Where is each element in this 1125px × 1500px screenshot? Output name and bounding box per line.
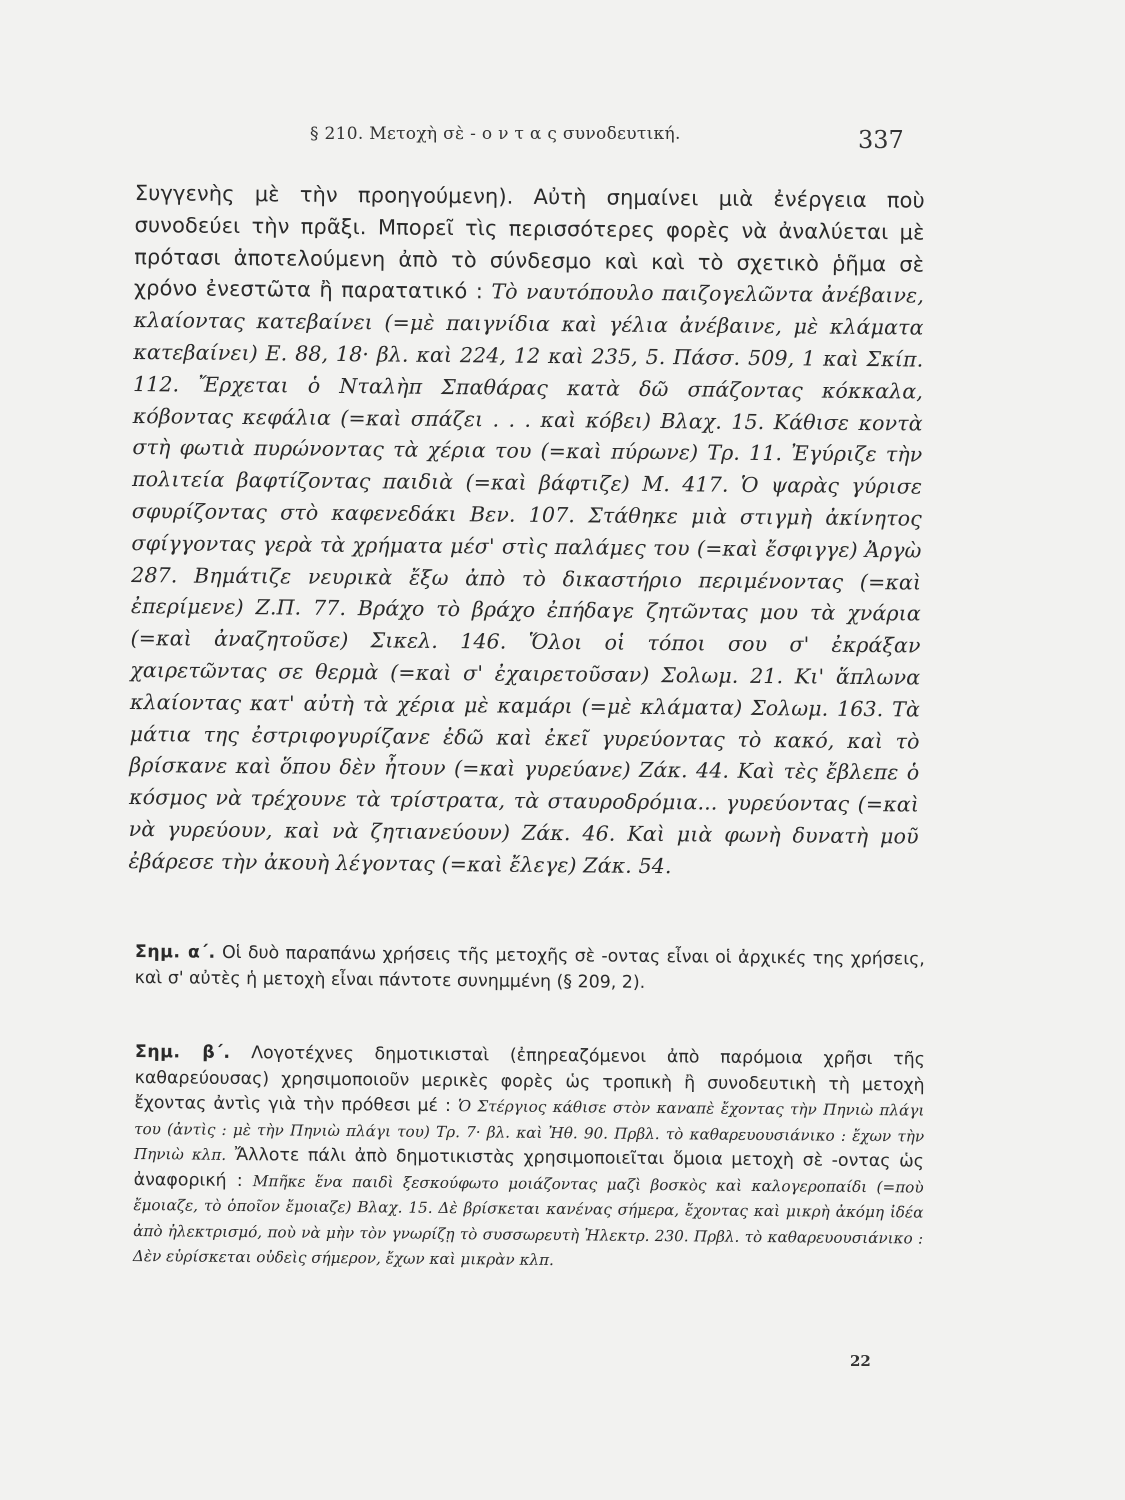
- body-paragraph: [128, 178, 925, 885]
- note-a-label: Σημ. α΄.: [134, 941, 216, 963]
- running-header: § 210. Μετοχὴ σὲ - ο ν τ α ς συνοδευτική.: [310, 124, 681, 144]
- note-b-example-2: Μπῆκε ἕνα παιδὶ ξεσκούφωτο μοιάζοντας μαζὶ βοσκὸς καὶ καλογεροπαίδι (=ποὺ ἔμοιαζε, τὸ ὁποῖον ἔμοιαζε) Βλαχ. 15. Δὲ βρίσκεται κανένας σήμερα, ἔχοντας καὶ μικρὴ ἀκόμη ἰδέα ἀπὸ ἠλεκτρισμό, ποὺ νὰ μὴν τὸν γνωρίζῃ τὸ συσσωρευτὴ Ἠλεκτρ. 230. Πρβλ. τὸ καθαρευουσιάνικο : Δὲν εὑρίσκεται οὐδεὶς σήμερον, ἔχων καὶ μικρὰν κλπ.: [132, 1171, 924, 1270]
- note-a: [135, 940, 925, 999]
- examples-text: Τὸ ναυτόπουλο παιζογελῶντα ἀνέβαινε, κλαίοντας κατεβαίνει (=μὲ παιγνίδια καὶ γέλια ἀνέβαινε, μὲ κλάματα κατεβαίνει) Ε. 88, 18· βλ. καὶ 224, 12 καὶ 235, 5. Πάσσ. 509, 1 καὶ Σκίπ. 112. Ἔρχεται ὁ Νταλὴπ Σπαθάρας κατὰ δῶ σπάζοντας κόκκαλα, κόβοντας κεφάλια (=καὶ σπάζει . . . καὶ κόβει) Βλαχ. 15. Κάθισε κοντὰ στὴ φωτιὰ πυρώνοντας τὰ χέρια του (=καὶ πύρωνε) Τρ. 11. Ἐγύριζε τὴν πολιτεία βαφτίζοντας παιδιὰ (=καὶ βάφτιζε) Μ. 417. Ὁ ψαρὰς γύρισε σφυρίζοντας στὸ καφενεδάκι Βεν. 107. Στάθηκε μιὰ στιγμὴ ἀκίνητος σφίγγοντας γερὰ τὰ χρήματα μέσ' στὶς παλάμες του (=καὶ ἔσφιγγε) Ἀργὼ 287. Βημάτιζε νευρικὰ ἔξω ἀπὸ τὸ δικαστήριο περιμένοντας (=καὶ ἐπερίμενε) Ζ.Π. 77. Βράχο τὸ βράχο ἐπήδαγε ζητῶντας μου τὰ χνάρια (=καὶ ἀναζητοῦσε) Σικελ. 146. Ὅλοι οἱ τόποι σου σ' ἐκράξαν χαιρετῶντας σε θερμὰ (=καὶ σ' ἐχαιρετοῦσαν) Σολωμ. 21. Κι' ἅπλωνα κλαίοντας κατ' αὐτὴ τὰ χέρια μὲ καμάρι (=μὲ κλάματα) Σολωμ. 163. Τὰ μάτια της ἐστριφογυρίζανε ἐδῶ καὶ ἐκεῖ γυρεύοντας τὸ κακό, καὶ τὸ βρίσκανε καὶ ὅπου δὲν ἦτουν (=καὶ γυρεύανε) Ζάκ. 44. Καὶ τὲς ἔβλεπε ὁ κόσμος νὰ τρέχουνε τὰ τρίστρατα, τὰ σταυροδρόμια... γυρεύοντας (=καὶ νὰ γυρεύουν, καὶ νὰ ζητιανεύουν) Ζάκ. 46. Καὶ μιὰ φωνὴ δυνατὴ μοῦ ἐβάρεσε τὴν ἀκουὴ λέγοντας (=καὶ ἔλεγε) Ζάκ. 54.: [128, 279, 925, 878]
- note-b-example-1: Ὁ Στέργιος κάθισε στὸν καναπὲ ἔχοντας τὴν Πηνιὼ πλάγι του (ἀντὶς : μὲ τὴν Πηνιὼ πλάγι του) Τρ. 7· βλ. καὶ Ἠθ. 90. Πρβλ. τὸ καθαρευουσιάνικο : ἔχων τὴν Πηνιὼ κλπ.: [133, 1097, 925, 1164]
- page-number: 337: [858, 126, 904, 154]
- note-b-label: Σημ. β΄.: [134, 1041, 231, 1063]
- note-b-text-2: Ἄλλοτε πάλι ἀπὸ δημοτικιστὰς χρησιμοποιεῖται ὅμοια μετοχὴ σὲ -οντας ὡς ἀναφορική :: [133, 1144, 924, 1191]
- signature-number: 22: [850, 1352, 871, 1370]
- note-b-text: Λογοτέχνες δημοτικισταὶ (ἐπηρεαζόμενοι ἀπὸ παρόμοια χρῆσι τῆς καθαρεύουσας) χρησιμοποιοῦν μερικὲς φορὲς ὡς τροπικὴ ἢ συνοδευτικὴ τὴ μετοχὴ ἔχοντας ἀντὶς γιὰ τὴν πρόθεσι μέ :: [134, 1043, 925, 1117]
- main-text: [128, 178, 925, 885]
- note-a-text: Οἱ δυὸ παραπάνω χρήσεις τῆς μετοχῆς σὲ -οντας εἶναι οἱ ἀρχικές της χρήσεις, καὶ σ' αὐτὲς ἡ μετοχὴ εἶναι πάντοτε συνημμένη (§ 209, 2).: [134, 942, 925, 993]
- intro-text: Συγγενὴς μὲ τὴν προηγούμενη). Αὐτὴ σημαίνει μιὰ ἐνέργεια ποὺ συνοδεύει τὴν πρᾶξι. Μπορεῖ τὶς περισσότερες φορὲς νὰ ἀναλύεται μὲ πρότασι ἀποτελούμενη ἀπὸ τὸ σύνδεσμο καὶ καὶ τὸ σχετικὸ ῥῆμα σὲ χρόνο ἐνεστῶτα ἢ παρατατικό :: [133, 180, 925, 304]
- note-b: [133, 1040, 925, 1277]
